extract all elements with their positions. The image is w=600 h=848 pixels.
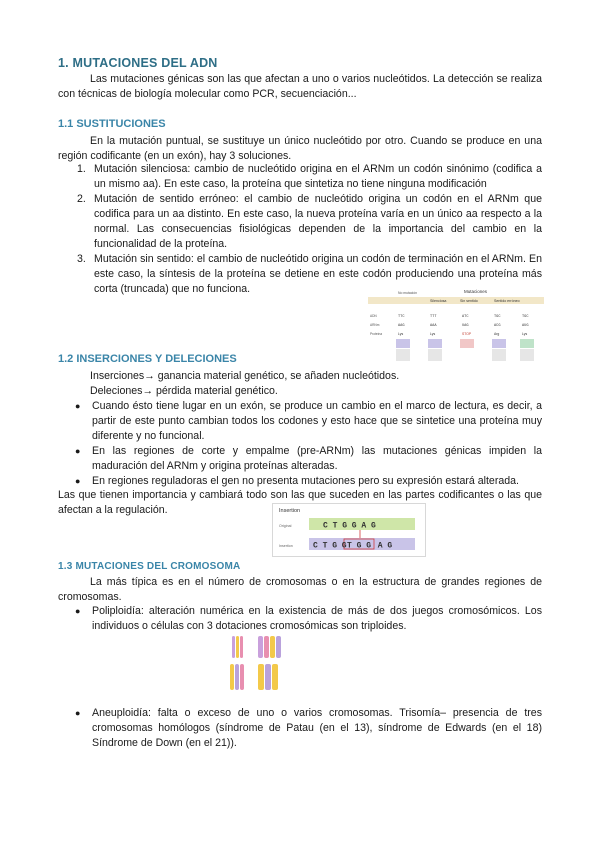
bullet-text: Cuando ésto tiene lugar en un exón, se produce un cambio en el marco de lectura, es decir, a partir de este punto cambian todos los codones y esto hace que se sintetice una proteína muy diferente y no funcional. [92, 400, 542, 442]
cromosoma-intro-text: La más típica es en el número de cromosomas o en la estructura de grandes regiones de cromosomas. [58, 576, 542, 603]
bullet-text: Poliploidía: alteración numérica en la existencia de más de dos juegos cromosómicos. Los individuos o células con 3 dotaciones cromosómicas son triploides. [92, 605, 542, 632]
section1-intro-text: Las mutaciones génicas son las que afectan a uno o varios nucleótidos. La detección se realiza con técnicas de biología molecular como PCR, secuenciación... [58, 73, 542, 100]
cromosoma-bullet-2 [75, 706, 542, 751]
dna-codon: ATC [462, 315, 469, 319]
bullet-item [75, 474, 542, 489]
list-item [77, 192, 542, 252]
mrna-codon: UAG [462, 324, 469, 328]
bullet-dot: ● [75, 606, 81, 616]
bullet-dot: ● [75, 401, 81, 411]
label-insertion: Insertion [279, 544, 293, 548]
mrna-codon: AAG [398, 324, 405, 328]
section-title-sustituciones: 1.1 SUSTITUCIONES [58, 118, 166, 130]
amino-acid: STOP [462, 332, 472, 336]
bullet-item [75, 399, 542, 444]
bullet-text: En regiones reguladoras el gen no presenta mutaciones pero su expresión estará alterada. [92, 475, 519, 487]
mutation-types-figure [368, 287, 544, 365]
col-nonsense: Sentido erróneo [494, 299, 520, 303]
list-item-text: Mutación silenciosa: cambio de nucleótido origina en el ARNm un codón sinónimo (codifica a un mismo aa). En este caso, la proteína que sintetiza no tiene ninguna modificación [94, 163, 542, 190]
bullet-text: En las regiones de corte y empalme (pre-ARNm) las mutaciones génicas impiden la maduración del ARNm y origina proteínas alteradas. [92, 445, 542, 472]
sustituciones-list [77, 162, 542, 297]
list-number: 2. [77, 193, 86, 205]
row-mrna: ARNm [370, 323, 380, 327]
cromosoma-intro [58, 575, 542, 605]
figure-header: Mutaciones [464, 289, 488, 294]
label-original: Original [279, 524, 292, 528]
seq-insertion-b: A G [373, 541, 393, 551]
bullet-dot: ● [75, 446, 81, 456]
list-number: 3. [77, 253, 86, 265]
bullet-dot: ● [75, 708, 81, 718]
amino-acid: Lys [522, 332, 528, 336]
sustituciones-intro [58, 134, 542, 164]
seq-insertion-inserted: T G G [347, 541, 372, 551]
mrna-codon: AAA [430, 324, 437, 328]
dna-codon: TGC [522, 315, 529, 319]
chromosome-set-left [230, 636, 244, 690]
mrna-codon: ACG [494, 324, 501, 328]
insertion-figure-title: Insertion [279, 508, 301, 514]
row-protein: Proteína [370, 332, 383, 336]
bullet-text: Aneuploidía: falta o exceso de uno o varios cromosomas. Trisomía– presencia de tres cromosomas homólogos (síndrome de Patau (en el 13), síndrome de Edwards (en el 18) Síndrome de Down (en el 21)). [92, 707, 542, 749]
col-missense: Sin sentido [460, 299, 478, 303]
amino-acid: Lys [398, 332, 404, 336]
inserciones-line: Inserciones→ ganancia material genético, se añaden nucleótidos. [90, 370, 400, 382]
section-title-inserciones: 1.2 INSERCIONES Y DELECIONES [58, 353, 237, 365]
section1-intro [58, 72, 542, 102]
cromosoma-bullet-1 [75, 604, 542, 634]
dna-codon: TTC [398, 315, 405, 319]
seq-insertion-a: C T G G [313, 541, 352, 551]
amino-acid: Lys [430, 332, 436, 336]
sustituciones-intro-text: En la mutación puntual, se sustituye un único nucleótido por otro. Cuando se produce en una región codificante (en un exón), hay 3 soluciones. [58, 135, 542, 162]
mrna-codon: AUG [522, 324, 529, 328]
col-silent: Silenciosa [430, 299, 447, 303]
dna-codon: TTT [430, 315, 437, 319]
closing-text: Las que tienen importancia y cambiará todo son las que suceden en las partes codificantes o las que afectan a la regulación. [58, 489, 542, 516]
deleciones-line: Deleciones→ pérdida material genético. [90, 385, 278, 397]
chromosome-set-right [258, 636, 281, 690]
insertion-figure [272, 503, 426, 557]
chromosomes-figure [222, 632, 298, 694]
row-dna: ADN [370, 314, 377, 318]
inserciones-bullets [75, 399, 542, 489]
list-item-text: Mutación de sentido erróneo: el cambio de nucleótido origina un codón en el ARNm que codifica para un aa distinto. En este caso, la nueva proteína varía en un único aa respecto a la normal. Las consecuencias fisiológicas dependen de la importancia del cambio en la funcionalidad de la proteína. [94, 193, 542, 250]
amino-acid: Arg [494, 332, 500, 336]
section-title-mutaciones-cromosoma: 1.3 MUTACIONES DEL CROMOSOMA [58, 561, 241, 572]
dna-codon: TGC [494, 315, 501, 319]
svg-text:C T G G T G G A G [313, 542, 392, 551]
bullet-item [75, 604, 542, 634]
list-item [77, 162, 542, 192]
bullet-dot: ● [75, 476, 81, 486]
seq-original: C T G G A G [323, 521, 376, 531]
bullet-item [75, 706, 542, 751]
col-nonmut: No mutación [398, 291, 418, 295]
bullet-item [75, 444, 542, 474]
list-number: 1. [77, 163, 86, 175]
list-item-text: Mutación sin sentido: el cambio de nucleótido origina un codón de terminación en el ARNm. En este caso, la síntesis de la proteína se detiene en este codón produciendo una proteína más corta (truncada) que no funciona. [94, 253, 542, 295]
section-title-mutaciones-adn: 1. MUTACIONES DEL ADN [58, 56, 218, 70]
